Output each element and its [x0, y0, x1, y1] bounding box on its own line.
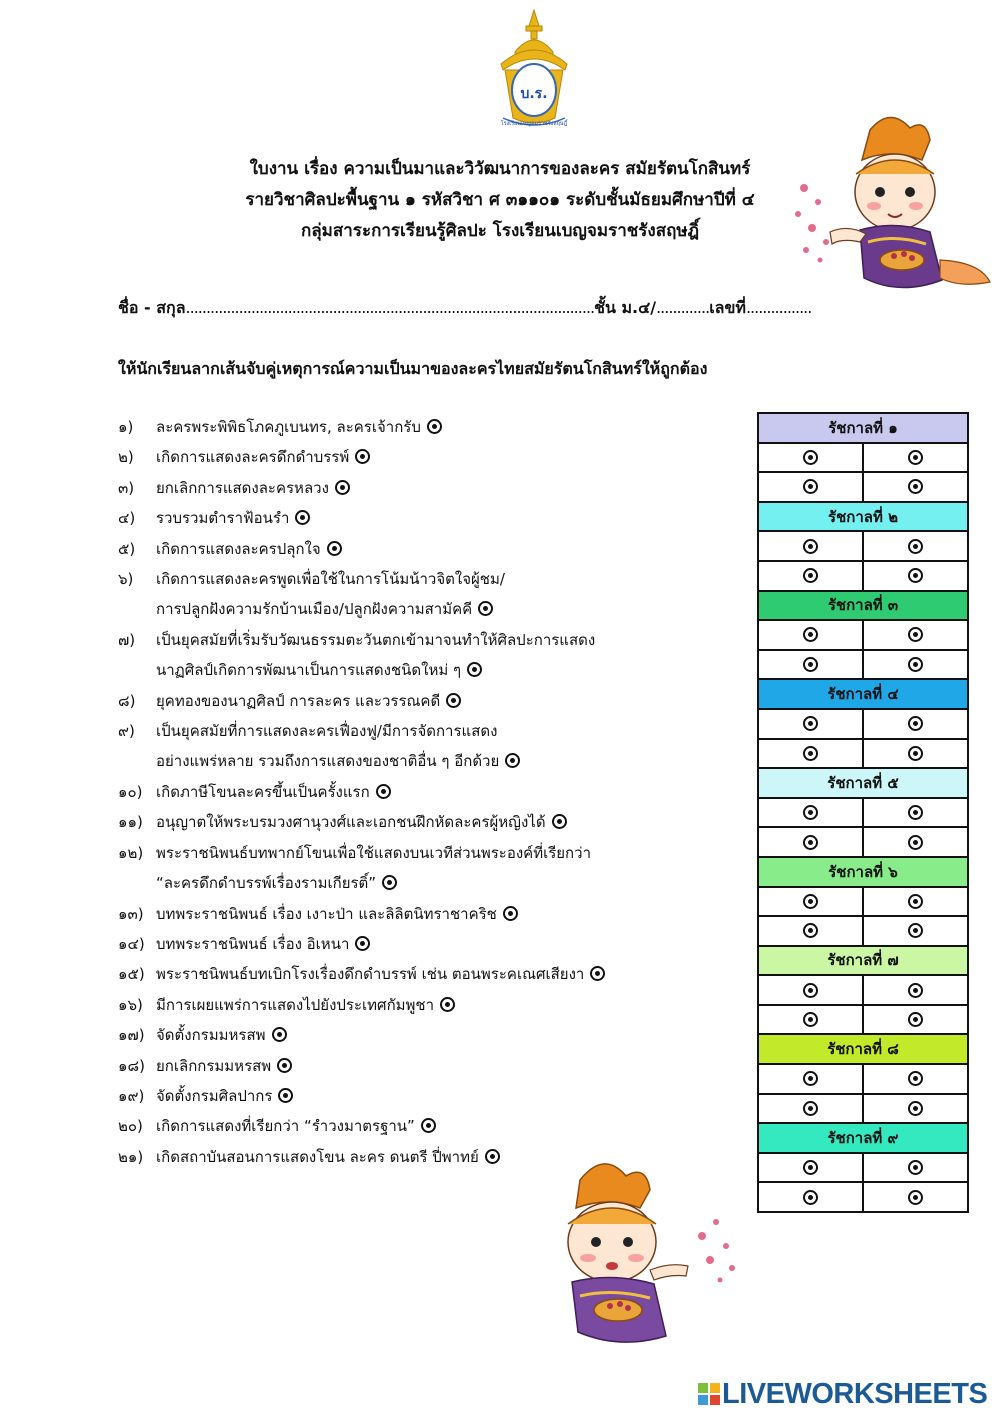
event-item	[118, 625, 678, 686]
event-number: ๗)	[118, 630, 136, 649]
match-dot-icon[interactable]	[908, 1071, 923, 1086]
reign-dot-cell	[863, 739, 968, 769]
reign-dot-cell	[863, 709, 968, 739]
event-item	[118, 838, 678, 899]
thai-dancer-illustration-bottom	[520, 1150, 745, 1350]
match-dot-icon[interactable]	[803, 1101, 818, 1116]
event-text	[156, 777, 678, 807]
match-dot-icon[interactable]	[908, 894, 923, 909]
event-line-text: พระราชนิพนธ์บทพากย์โขนเพื่อใช้แสดงบนเวทีส่วนพระองค์ที่เรียกว่า	[156, 843, 591, 862]
event-item	[118, 777, 678, 807]
event-text-line	[156, 959, 678, 989]
event-line-text: ยกเลิกกรมมหรสพ	[156, 1056, 272, 1075]
number-label: เลขที่	[709, 298, 746, 317]
match-dot-icon[interactable]	[355, 936, 370, 951]
event-item	[118, 412, 678, 442]
event-text	[156, 442, 678, 472]
reign-header-row	[758, 591, 968, 621]
event-number: ๖)	[118, 570, 134, 589]
event-number: ๘)	[118, 691, 136, 710]
reign-title: รัชกาลที่ ๒	[758, 502, 968, 532]
event-line-text: บทพระราชนิพนธ์ เรื่อง เงาะป่า และลิลิตนิทราชาคริช	[156, 904, 497, 923]
event-text	[156, 564, 678, 625]
reign-dot-row	[758, 1005, 968, 1035]
match-dot-icon[interactable]	[908, 627, 923, 642]
liveworksheets-icon	[698, 1383, 720, 1405]
match-dot-icon[interactable]	[427, 419, 442, 434]
match-dot-icon[interactable]	[590, 966, 605, 981]
reign-dot-cell	[863, 1005, 968, 1035]
event-number: ๓)	[118, 478, 135, 497]
reign-dot-row	[758, 975, 968, 1005]
event-text	[156, 990, 678, 1020]
reign-title: รัชกาลที่ ๖	[758, 857, 968, 887]
event-item	[118, 959, 678, 989]
reign-header-row	[758, 857, 968, 887]
reign-dot-cell	[758, 975, 863, 1005]
course-info: รายวิชาศิลปะพื้นฐาน ๑ รหัสวิชา ศ ๓๑๑๐๑ ระดับชั้นมัธยมศึกษาปีที่ ๔	[245, 190, 755, 210]
reign-dot-cell	[863, 827, 968, 857]
reign-title: รัชกาลที่ ๘	[758, 1034, 968, 1064]
event-item	[118, 534, 678, 564]
reign-dot-cell	[758, 798, 863, 828]
event-text-line	[156, 868, 678, 898]
reign-dot-cell	[758, 827, 863, 857]
match-dot-icon[interactable]	[803, 894, 818, 909]
event-line-text: เป็นยุคสมัยที่การแสดงละครเฟื่องฟู/มีการจัดการแสดง	[156, 722, 498, 741]
event-text-line	[156, 564, 678, 594]
event-text-line	[156, 686, 678, 716]
match-dot-icon[interactable]	[803, 450, 818, 465]
match-dot-icon[interactable]	[446, 693, 461, 708]
event-text	[156, 1051, 678, 1081]
event-item	[118, 473, 678, 503]
match-dot-icon[interactable]	[803, 657, 818, 672]
match-dot-icon[interactable]	[908, 1012, 923, 1027]
reign-dot-cell	[863, 887, 968, 917]
match-dot-icon[interactable]	[803, 627, 818, 642]
match-dot-icon[interactable]	[335, 480, 350, 495]
reign-title: รัชกาลที่ ๔	[758, 679, 968, 709]
match-dot-icon[interactable]	[908, 450, 923, 465]
reign-title: รัชกาลที่ ๕	[758, 768, 968, 798]
match-dot-icon[interactable]	[803, 539, 818, 554]
event-text	[156, 1111, 678, 1141]
event-line-text: บทพระราชนิพนธ์ เรื่อง อิเหนา	[156, 934, 350, 953]
match-dot-icon[interactable]	[278, 1088, 293, 1103]
event-number: ๑๙)	[118, 1086, 145, 1105]
reign-dot-cell	[863, 650, 968, 680]
event-line-text: เกิดการแสดงละครดึกดำบรรพ์	[156, 448, 350, 467]
reign-dot-cell	[758, 916, 863, 946]
event-text	[156, 1020, 678, 1050]
reign-title: รัชกาลที่ ๗	[758, 946, 968, 976]
event-item	[118, 807, 678, 837]
event-text-line	[156, 746, 678, 776]
reign-dot-row	[758, 561, 968, 591]
event-number: ๔)	[118, 509, 136, 528]
reign-dot-row	[758, 1153, 968, 1183]
reign-header-row	[758, 679, 968, 709]
match-dot-icon[interactable]	[421, 1118, 436, 1133]
event-number: ๙)	[118, 722, 135, 741]
school-crest-logo	[495, 8, 573, 132]
event-number: ๕)	[118, 539, 136, 558]
match-dot-icon[interactable]	[803, 835, 818, 850]
reign-dot-cell	[863, 531, 968, 561]
reign-dot-row	[758, 739, 968, 769]
reign-dot-cell	[758, 620, 863, 650]
match-dot-icon[interactable]	[327, 541, 342, 556]
reign-dot-row	[758, 650, 968, 680]
match-dot-icon[interactable]	[382, 875, 397, 890]
match-dot-icon[interactable]	[908, 983, 923, 998]
event-item	[118, 990, 678, 1020]
event-line-text: การปลูกฝังความรักบ้านเมือง/ปลูกฝังความสามัคคี	[156, 600, 473, 619]
event-text-line	[156, 412, 678, 442]
reign-dot-cell	[758, 531, 863, 561]
event-text-line	[156, 1020, 678, 1050]
reign-dot-cell	[863, 798, 968, 828]
match-dot-icon[interactable]	[908, 539, 923, 554]
event-number: ๑๐)	[118, 782, 143, 801]
reign-dot-cell	[863, 1064, 968, 1094]
event-item	[118, 503, 678, 533]
name-field[interactable]: ....................................................................................................	[185, 298, 595, 317]
reign-dot-cell	[758, 650, 863, 680]
event-text	[156, 412, 678, 442]
class-field[interactable]: .............	[656, 298, 710, 317]
event-line-text: “ละครดึกดำบรรพ์เรื่องรามเกียรติ์”	[156, 874, 377, 893]
event-line-text: เกิดการแสดงละครปลุกใจ	[156, 539, 321, 558]
event-number: ๑๓)	[118, 904, 144, 923]
match-dot-icon[interactable]	[503, 906, 518, 921]
match-dot-icon[interactable]	[803, 1012, 818, 1027]
event-text-line	[156, 838, 678, 868]
event-text-line	[156, 655, 678, 685]
event-text-line	[156, 929, 678, 959]
reign-dot-cell	[758, 1153, 863, 1183]
match-dot-icon[interactable]	[908, 835, 923, 850]
reign-dot-cell	[758, 1094, 863, 1124]
event-text-line	[156, 899, 678, 929]
event-text-line	[156, 534, 678, 564]
event-text	[156, 503, 678, 533]
match-dot-icon[interactable]	[440, 997, 455, 1012]
match-dot-icon[interactable]	[295, 510, 310, 525]
reign-header-row	[758, 502, 968, 532]
event-line-text: เกิดการแสดงที่เรียกว่า “รำวงมาตรฐาน”	[156, 1117, 415, 1136]
match-dot-icon[interactable]	[505, 753, 520, 768]
event-item	[118, 564, 678, 625]
event-text-line	[156, 442, 678, 472]
event-number: ๑)	[118, 418, 134, 436]
event-line-text: อย่างแพร่หลาย รวมถึงการแสดงของชาติอื่น ๆ อีกด้วย	[156, 752, 500, 771]
match-dot-icon[interactable]	[908, 923, 923, 938]
event-text-line	[156, 594, 678, 624]
liveworksheets-brand: LIVEWORKSHEETS	[722, 1378, 988, 1410]
reign-dot-cell	[758, 472, 863, 502]
crest-emblem-text: บ.ร.	[520, 86, 548, 102]
event-line-text: อนุญาตให้พระบรมวงศานุวงศ์และเอกชนฝึกหัดละครผู้หญิงได้	[156, 813, 546, 832]
event-line-text: มีการเผยแพร่การแสดงไปยังประเทศกัมพูชา	[156, 995, 435, 1014]
match-dot-icon[interactable]	[803, 923, 818, 938]
reign-title: รัชกาลที่ ๙	[758, 1123, 968, 1153]
event-line-text: จัดตั้งกรมศิลปากร	[156, 1086, 273, 1105]
event-line-text: ยกเลิกการแสดงละครหลวง	[156, 478, 329, 497]
event-text-line	[156, 716, 678, 746]
event-line-text: เกิดสถาบันสอนการแสดงโขน ละคร ดนตรี ปี่พาทย์	[156, 1147, 479, 1166]
event-text	[156, 807, 678, 837]
reign-title: รัชกาลที่ ๑	[758, 413, 968, 443]
match-dot-icon[interactable]	[803, 1160, 818, 1175]
match-dot-icon[interactable]	[908, 716, 923, 731]
event-line-text: เกิดภาษีโขนละครขึ้นเป็นครั้งแรก	[156, 782, 370, 801]
match-dot-icon[interactable]	[908, 568, 923, 583]
event-list	[118, 412, 678, 1172]
student-info-line	[118, 296, 811, 321]
reign-matching-table	[757, 412, 969, 1213]
event-number: ๒๑)	[118, 1147, 144, 1166]
event-item	[118, 1111, 678, 1141]
match-dot-icon[interactable]	[803, 983, 818, 998]
class-label: ชั้น ม.๔/	[594, 298, 657, 317]
event-text	[156, 625, 678, 686]
event-text	[156, 686, 678, 716]
worksheet-title: ใบงาน เรื่อง ความเป็นมาและวิวัฒนาการของละคร สมัยรัตนโกสินทร์	[249, 159, 751, 179]
event-line-text: พระราชนิพนธ์บทเบิกโรงเรื่องดึกดำบรรพ์ เช่น ตอนพระคเณศเสียงา	[156, 965, 585, 984]
reign-header-row	[758, 1034, 968, 1064]
event-text-line	[156, 1051, 678, 1081]
reign-dot-cell	[863, 1182, 968, 1212]
reign-dot-cell	[758, 887, 863, 917]
match-dot-icon[interactable]	[908, 1101, 923, 1116]
number-field[interactable]: ................	[745, 298, 812, 317]
match-dot-icon[interactable]	[355, 449, 370, 464]
match-dot-icon[interactable]	[467, 662, 482, 677]
reign-dot-cell	[863, 620, 968, 650]
reign-dot-cell	[758, 1182, 863, 1212]
event-number: ๑๔)	[118, 934, 145, 953]
instruction-text: ให้นักเรียนลากเส้นจับคู่เหตุการณ์ความเป็นมาของละครไทยสมัยรัตนโกสินทร์ให้ถูกต้อง	[118, 359, 708, 378]
event-number: ๑๗)	[118, 1026, 145, 1045]
reign-dot-cell	[758, 1064, 863, 1094]
event-text-line	[156, 777, 678, 807]
event-text	[156, 899, 678, 929]
event-text-line	[156, 503, 678, 533]
reign-dot-cell	[758, 739, 863, 769]
event-item	[118, 716, 678, 777]
reign-dot-cell	[863, 443, 968, 473]
reign-dot-row	[758, 1064, 968, 1094]
reign-header-row	[758, 768, 968, 798]
event-number: ๑๘)	[118, 1056, 145, 1075]
reign-header-row	[758, 946, 968, 976]
reign-dot-cell	[863, 916, 968, 946]
crest-caption: โรงเรียนเบญจมราชรังสฤษฎิ์	[500, 121, 568, 127]
match-dot-icon[interactable]	[803, 805, 818, 820]
event-text-line	[156, 473, 678, 503]
match-dot-icon[interactable]	[803, 716, 818, 731]
match-dot-icon[interactable]	[803, 746, 818, 761]
event-item	[118, 929, 678, 959]
event-text-line	[156, 1081, 678, 1111]
reign-dot-row	[758, 531, 968, 561]
event-text-line	[156, 807, 678, 837]
event-line-text: ละครพระพิพิธโภคภูเบนทร, ละครเจ้ากรับ	[156, 418, 421, 436]
reign-dot-cell	[758, 443, 863, 473]
event-line-text: รวบรวมตำราฟ้อนรำ	[156, 509, 290, 528]
reign-header-row	[758, 413, 968, 443]
match-dot-icon[interactable]	[803, 1071, 818, 1086]
match-dot-icon[interactable]	[908, 479, 923, 494]
match-dot-icon[interactable]	[908, 746, 923, 761]
department-info: กลุ่มสาระการเรียนรู้ศิลปะ โรงเรียนเบญจมราชรังสฤษฎิ์	[300, 221, 700, 241]
event-item	[118, 1081, 678, 1111]
reign-dot-cell	[758, 561, 863, 591]
match-dot-icon[interactable]	[478, 601, 493, 616]
match-dot-icon[interactable]	[908, 1160, 923, 1175]
reign-dot-row	[758, 1182, 968, 1212]
reign-dot-row	[758, 620, 968, 650]
event-line-text: จัดตั้งกรมมหรสพ	[156, 1026, 266, 1045]
event-line-text: นาฏศิลป์เกิดการพัฒนาเป็นการแสดงชนิดใหม่ ๆ	[156, 661, 462, 680]
match-dot-icon[interactable]	[908, 1190, 923, 1205]
event-item	[118, 442, 678, 472]
reign-dot-cell	[863, 561, 968, 591]
event-text	[156, 1081, 678, 1111]
event-text-line	[156, 1111, 678, 1141]
reign-dot-row	[758, 887, 968, 917]
event-line-text: เป็นยุคสมัยที่เริ่มรับวัฒนธรรมตะวันตกเข้ามาจนทำให้ศิลปะการแสดง	[156, 630, 596, 649]
match-dot-icon[interactable]	[803, 479, 818, 494]
reign-dot-cell	[863, 1153, 968, 1183]
reign-dot-row	[758, 798, 968, 828]
reign-dot-row	[758, 472, 968, 502]
event-item	[118, 899, 678, 929]
event-number: ๑๕)	[118, 965, 145, 984]
reign-dot-cell	[863, 472, 968, 502]
reign-dot-row	[758, 1094, 968, 1124]
event-item	[118, 1051, 678, 1081]
name-label: ชื่อ - สกุล	[118, 298, 186, 317]
match-dot-icon[interactable]	[485, 1149, 500, 1164]
match-dot-icon[interactable]	[803, 1190, 818, 1205]
reign-dot-row	[758, 443, 968, 473]
event-number: ๒)	[118, 448, 134, 467]
event-text	[156, 534, 678, 564]
match-dot-icon[interactable]	[277, 1058, 292, 1073]
reign-dot-cell	[758, 709, 863, 739]
match-dot-icon[interactable]	[376, 784, 391, 799]
event-text	[156, 473, 678, 503]
event-line-text: ยุคทองของนาฏศิลป์ การละคร และวรรณคดี	[156, 691, 441, 710]
reign-dot-cell	[758, 1005, 863, 1035]
event-item	[118, 1020, 678, 1050]
reign-header-row	[758, 1123, 968, 1153]
event-number: ๒๐)	[118, 1117, 143, 1136]
liveworksheets-logo[interactable]	[698, 1378, 987, 1411]
match-dot-icon[interactable]	[272, 1027, 287, 1042]
reign-dot-row	[758, 916, 968, 946]
event-item	[118, 686, 678, 716]
reign-dot-row	[758, 827, 968, 857]
match-dot-icon[interactable]	[552, 814, 567, 829]
event-number: ๑๖)	[118, 995, 143, 1014]
event-text	[156, 716, 678, 777]
event-number: ๑๒)	[118, 843, 144, 862]
event-number: ๑๑)	[118, 813, 143, 832]
match-dot-icon[interactable]	[908, 657, 923, 672]
event-text	[156, 959, 678, 989]
thai-dancer-illustration	[790, 110, 995, 310]
reign-dot-row	[758, 709, 968, 739]
event-line-text: เกิดการแสดงละครพูดเพื่อใช้ในการโน้มน้าวจิตใจผู้ชม/	[156, 570, 505, 589]
reign-dot-cell	[863, 1094, 968, 1124]
event-text	[156, 838, 678, 899]
reign-dot-cell	[863, 975, 968, 1005]
event-text	[156, 929, 678, 959]
match-dot-icon[interactable]	[908, 805, 923, 820]
reign-title: รัชกาลที่ ๓	[758, 591, 968, 621]
event-text-line	[156, 625, 678, 655]
match-dot-icon[interactable]	[803, 568, 818, 583]
event-text-line	[156, 990, 678, 1020]
